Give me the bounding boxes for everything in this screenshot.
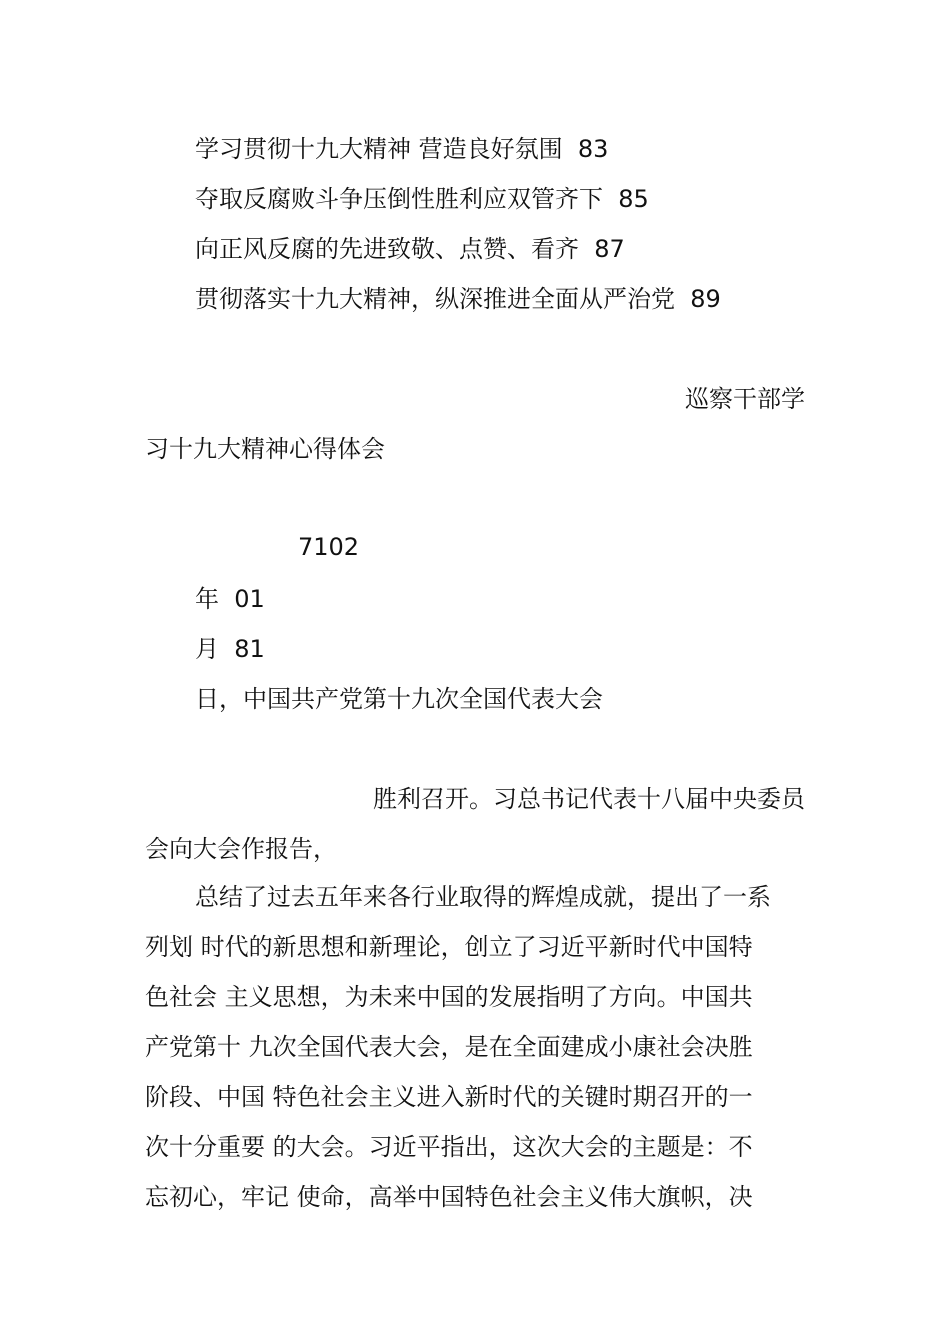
date-month-label: 月: [195, 635, 219, 663]
article-title-part1: 巡察干部学: [685, 385, 805, 413]
toc-entry: [195, 284, 721, 314]
article-title-part2: 习十九大精神心得体会: [145, 435, 385, 463]
toc-title: 向正风反腐的先进致敬、点赞、看齐: [195, 235, 579, 263]
date-day-number: 81: [234, 635, 265, 663]
toc-title: 贯彻落实十九大精神，纵深推进全面从严治党: [195, 285, 675, 313]
toc-entry: [195, 234, 625, 264]
paragraph-line: 胜利召开。习总书记代表十八届中央委员: [373, 785, 805, 813]
date-year-number: 7102: [298, 533, 360, 561]
date-day-line: 日，中国共产党第十九次全国代表大会: [195, 685, 603, 713]
toc-page-number: 87: [594, 235, 625, 263]
toc-page-number: 83: [577, 135, 609, 163]
body-line: 色社会 主义思想，为未来中国的发展指明了方向。中国共: [145, 983, 753, 1011]
body-line: 次十分重要 的大会。习近平指出，这次大会的主题是：不: [145, 1133, 753, 1161]
body-line: 总结了过去五年来各行业取得的辉煌成就，提出了一系: [195, 883, 771, 911]
body-line: 产党第十 九次全国代表大会，是在全面建成小康社会决胜: [145, 1033, 753, 1061]
date-year-label: 年: [195, 585, 219, 613]
toc-page-number: 85: [618, 185, 649, 213]
body-line: 阶段、中国 特色社会主义进入新时代的关键时期召开的一: [145, 1083, 753, 1111]
paragraph-line: 会向大会作报告，: [145, 835, 337, 863]
date-month-line: [195, 634, 265, 664]
toc-page-number: 89: [690, 285, 721, 313]
body-line: 列划 时代的新思想和新理论，创立了习近平新时代中国特: [145, 933, 753, 961]
date-month-number: 01: [234, 585, 265, 613]
date-year-line: [195, 584, 265, 614]
toc-entry: [195, 184, 649, 214]
toc-title: 学习贯彻十九大精神 营造良好氛围: [195, 135, 563, 163]
toc-entry: [195, 134, 608, 164]
toc-title: 夺取反腐败斗争压倒性胜利应双管齐下: [195, 185, 603, 213]
body-line: 忘初心，牢记 使命，高举中国特色社会主义伟大旗帜，决: [145, 1183, 753, 1211]
